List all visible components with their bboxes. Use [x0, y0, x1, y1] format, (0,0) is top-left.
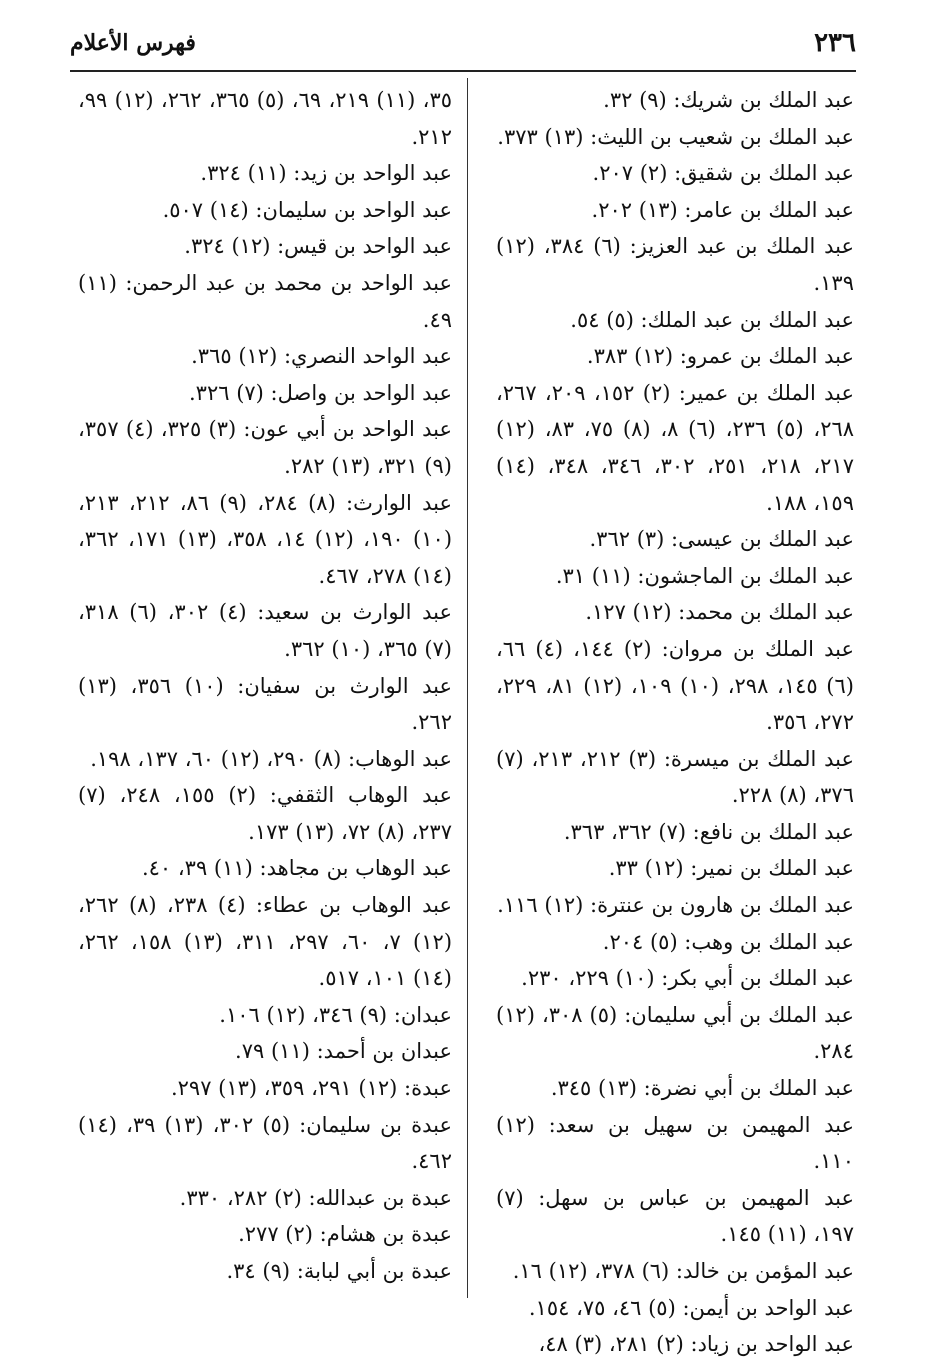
left-column [78, 82, 452, 1290]
index-entry: عبدة بن أبي لبابة: (٩) ٣٤. [226, 1259, 452, 1283]
index-title: فهرس الأعلام [70, 30, 196, 56]
index-entry: عبد الملك بن عمير: (٢) ١٥٢، ٢٠٩، ٢٦٧، ٢٦٨، (٥) ٢٣٦، (٦) ٨، (٨) ٧٥، ٨٣، (١٢) ٢١٧، ٢١٨، ٢٥١، ٣٠٢، ٣٤٦، ٣٤٨، (١٤) ١٥٩، ١٨٨. [496, 380, 855, 515]
index-entry: عبدة: (١٢) ٢٩١، ٣٥٩، (١٣) ٢٩٧. [170, 1076, 452, 1101]
index-entry: عبد الواحد بن أيمن: (٥) ٤٦، ٧٥، ١٥٤. [528, 1295, 854, 1320]
index-entry: عبد الملك بن شعيب بن الليث: (١٣) ٣٧٣. [497, 124, 854, 149]
index-entry: عبد الواحد بن سليمان: (١٤) ٥٠٧. [162, 197, 452, 222]
index-entry: عبد الملك بن مروان: (٢) ١٤٤، (٤) ٦٦، (٦) ١٤٥، ٢٩٨، (١٠) ١٠٩، (١٢) ٨١، ٢٢٩، ٢٧٢، ٣٥٦. [496, 636, 854, 735]
index-entry: عبدان: (٩) ٣٤٦، (١٢) ١٠٦. [219, 1002, 452, 1027]
index-entry: عبد الملك بن الماجشون: (١١) ٣١. [555, 563, 854, 588]
index-entry: عبد الوارث بن سعيد: (٤) ٣٠٢، (٦) ٣١٨، (٧) ٣٦٥، (١٠) ٣٦٢. [78, 600, 452, 661]
index-entry: عبد الملك بن هارون بن عنترة: (١٢) ١١٦. [497, 893, 854, 918]
index-entry: عبد الملك بن أبي بكر: (١٠) ٢٢٩، ٢٣٠. [521, 966, 854, 991]
page-header [70, 28, 856, 68]
index-entry: عبد الملك بن نمير: (١٢) ٣٣. [608, 856, 854, 881]
header-rule [70, 70, 856, 72]
index-entry: عبد الوهاب بن عطاء: (٤) ٢٣٨، (٨) ٢٦٢، (١٢) ٧، ٦٠، ٢٩٧، ٣١١، (١٣) ١٥٨، ٢٦٢، (١٤) ١٠١، ٥١٧. [78, 893, 453, 991]
index-entry: عبد الوهاب: (٨) ٢٩٠، (١٢) ٦٠، ١٣٧، ١٩٨. [90, 746, 452, 771]
index-entry: ٣٥، (١١) ٢١٩، ٦٩، (٥) ٣٦٥، ٢٦٢، (١٢) ٩٩، ٢١٢. [78, 88, 453, 149]
index-entry: عبدة بن سليمان: (٥) ٣٠٢، (١٣) ٣٩، (١٤) ٤٦٢. [78, 1112, 452, 1174]
index-entry: عبد الملك بن عبد العزيز: (٦) ٣٨٤، (١٢) ١٣٩. [496, 234, 854, 295]
index-entry: عبد الملك بن محمد: (١٢) ١٢٧. [585, 600, 854, 625]
right-column [496, 82, 854, 1363]
index-entry: عبدة بن عبدالله: (٢) ٢٨٢، ٣٣٠. [179, 1185, 452, 1210]
index-entry: عبد الوارث بن سفيان: (١٠) ٣٥٦، (١٣) ٢٦٢. [78, 673, 452, 735]
page-number: ٢٣٦ [814, 28, 856, 58]
index-entry: عبد الواحد بن محمد بن عبد الرحمن: (١١) ٤٩. [78, 270, 452, 332]
index-entry: عبد المؤمن بن خالد: (٦) ٣٧٨، (١٢) ١٦. [512, 1259, 854, 1283]
index-entry: عبد الملك بن ميسرة: (٣) ٢١٢، ٢١٣، (٧) ٣٧٦، (٨) ٢٢٨. [496, 746, 855, 808]
index-entry: عبد الملك بن عامر: (١٣) ٢٠٢. [591, 197, 854, 222]
index-entry: عبدان بن أحمد: (١١) ٧٩. [235, 1039, 452, 1064]
index-entry: عبد الوهاب الثقفي: (٢) ١٥٥، ٢٤٨، (٧) ٢٣٧، (٨) ٧٢، (١٣) ١٧٣. [78, 783, 453, 844]
index-entry: عبد المهيمن بن عباس بن سهل: (٧) ١٩٧، (١١) ١٤٥. [496, 1185, 854, 1247]
index-entry: عبد الواحد بن واصل: (٧) ٣٢٦. [188, 380, 452, 405]
index-entry: عبد الواحد بن قيس: (١٢) ٣٢٤. [184, 234, 452, 259]
column-divider [467, 78, 468, 1298]
index-entry: عبد الملك بن نافع: (٧) ٣٦٢، ٣٦٣. [563, 819, 854, 844]
index-entry: عبد الملك بن عبد الملك: (٥) ٥٤. [570, 307, 854, 332]
index-entry: عبد الملك بن أبي نضرة: (١٣) ٣٤٥. [550, 1076, 854, 1101]
index-entry: عبد الواحد النصري: (١٢) ٣٦٥. [191, 344, 452, 369]
index-entry: عبد الوهاب بن مجاهد: (١١) ٣٩، ٤٠. [141, 856, 452, 881]
index-entry: عبد الملك بن أبي سليمان: (٥) ٣٠٨، (١٢) ٢٨٤. [496, 1002, 855, 1064]
index-entry: عبد الوارث: (٨) ٢٨٤، (٩) ٨٦، ٢١٢، ٢١٣، (١٠) ١٩٠، (١٢) ١٤، ٣٥٨، (١٣) ١٧١، ٣٦٢، (١٤) ٢٧٨، ٤٦٧. [78, 490, 453, 588]
index-entry: عبد الملك بن عمرو: (١٢) ٣٨٣. [586, 344, 854, 369]
index-entry: عبد الواحد بن زيد: (١١) ٣٢٤. [200, 161, 452, 186]
index-entry: عبد المهيمن بن سهيل بن سعد: (١٢) ١١٠. [496, 1112, 854, 1174]
index-entry: عبدة بن هشام: (٢) ٢٧٧. [238, 1222, 452, 1247]
index-entry: عبد الملك بن وهب: (٥) ٢٠٤. [602, 929, 854, 954]
index-entry: عبد الواحد بن أبي عون: (٣) ٣٢٥، (٤) ٣٥٧، (٩) ٣٢١، (١٣) ٢٨٢. [78, 417, 452, 478]
index-entry: عبد الملك بن شريك: (٩) ٣٢. [603, 88, 854, 112]
index-entry: عبد الملك بن عيسى: (٣) ٣٦٢. [589, 527, 854, 552]
index-entry: عبد الواحد بن زياد: (٢) ٢٨١، (٣) ٤٨، [538, 1332, 854, 1357]
index-entry: عبد الملك بن شقيق: (٢) ٢٠٧. [592, 161, 854, 186]
